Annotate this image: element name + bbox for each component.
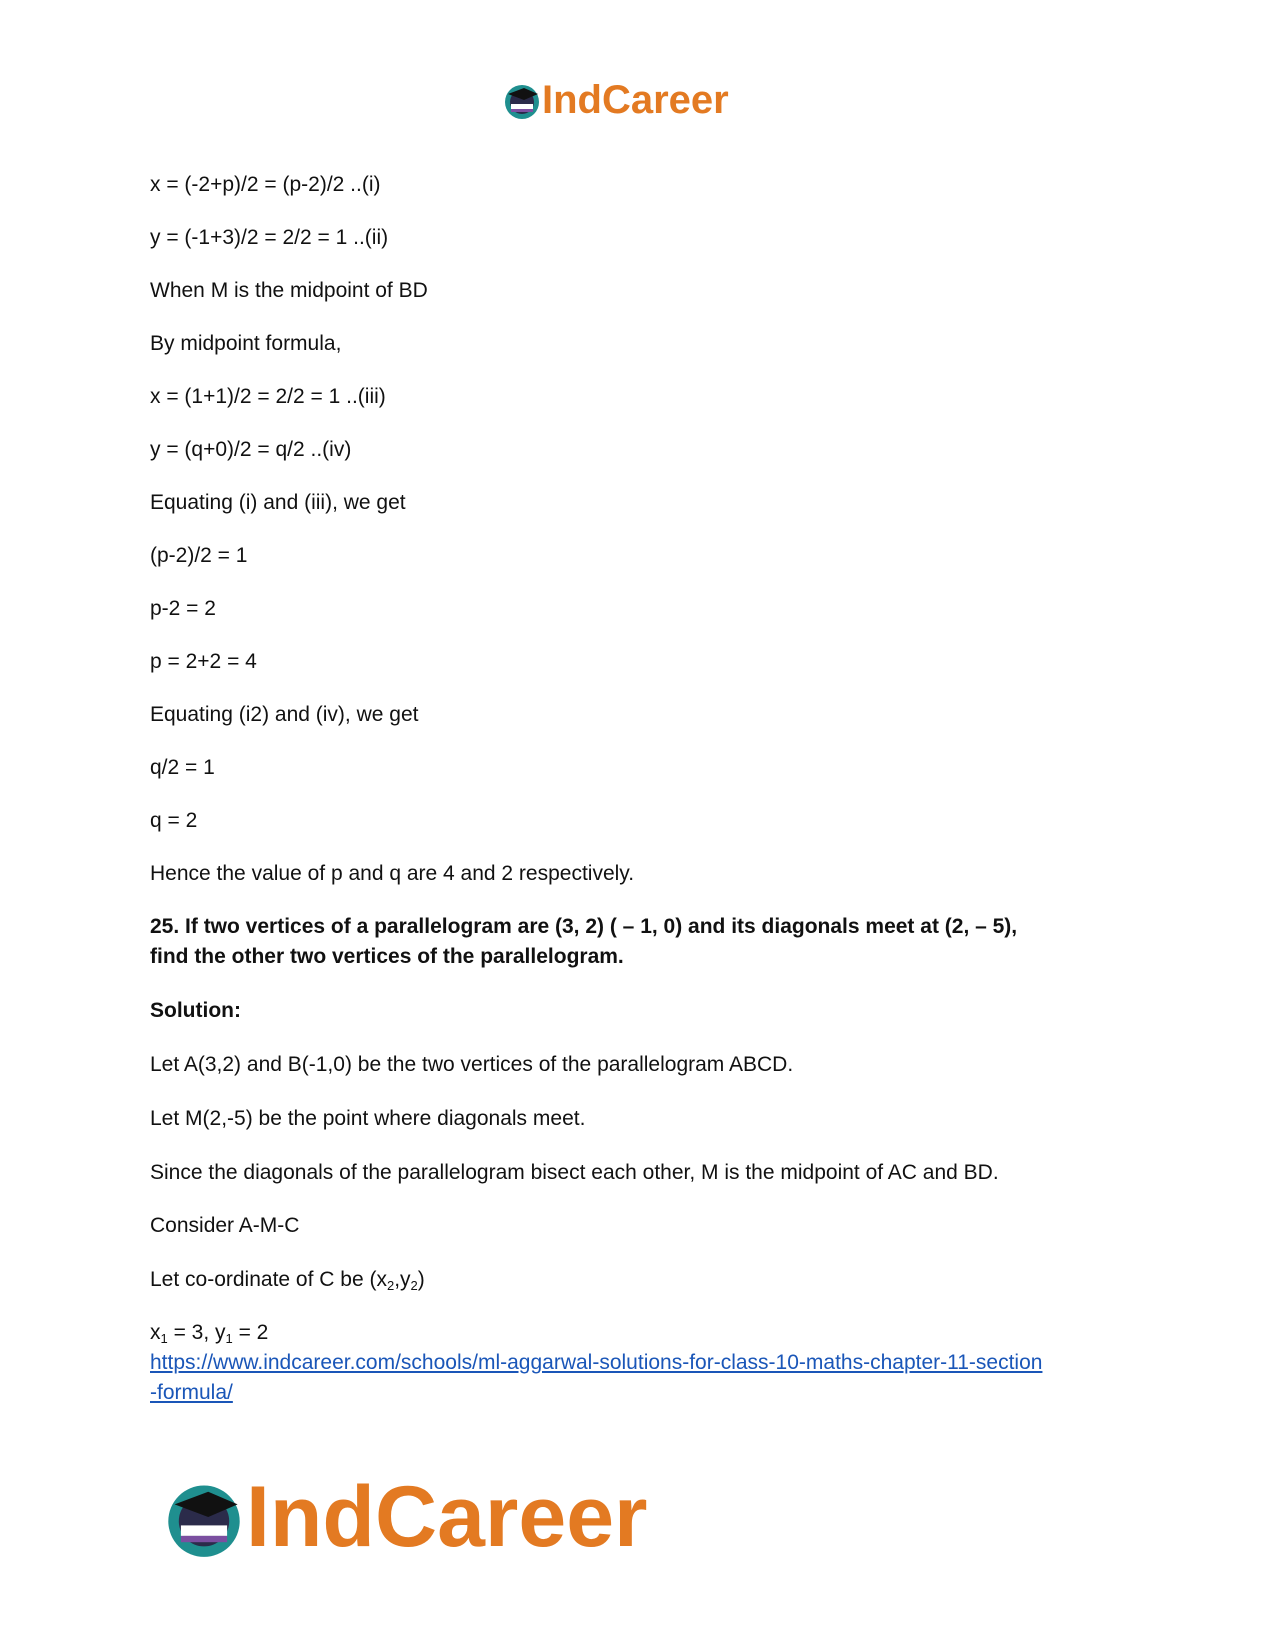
graduation-book-icon — [502, 80, 542, 120]
solution-label: Solution: — [150, 999, 241, 1022]
solution-line: Since the diagonals of the parallelogram bisect each other, M is the midpoint of AC and BD. — [150, 1161, 999, 1184]
source-link[interactable]: https://www.indcareer.com/schools/ml-aggarwal-solutions-for-class-10-maths-chapter-11-section — [150, 1351, 1043, 1374]
body-line: Equating (i2) and (iv), we get — [150, 703, 419, 726]
question-text: 25. If two vertices of a parallelogram are (3, 2) ( – 1, 0) and its diagonals meet at (2, – 5), — [150, 915, 1018, 938]
body-line: x = (1+1)/2 = 2/2 = 1 ..(iii) — [150, 385, 386, 408]
header-logo — [502, 80, 729, 120]
body-line: p = 2+2 = 4 — [150, 650, 257, 673]
brand-name: IndCareer — [246, 1469, 648, 1565]
brand-name: IndCareer — [542, 78, 729, 122]
body-line: Equating (i) and (iii), we get — [150, 491, 406, 514]
body-line: x = (-2+p)/2 = (p-2)/2 ..(i) — [150, 173, 381, 196]
coordinate-line: Let co-ordinate of C be $(x_2,y_2)$ — [150, 1268, 425, 1293]
solution-line: Let A(3,2) and B(-1,0) be the two vertices of the parallelogram ABCD. — [150, 1053, 794, 1076]
body-line: By midpoint formula, — [150, 332, 342, 355]
graduation-book-icon — [162, 1475, 246, 1559]
body-line: When M is the midpoint of BD — [150, 279, 428, 302]
given-values-line: $x_1 = 3$, $y_1 = 2$ — [150, 1321, 269, 1346]
body-line: y = (q+0)/2 = q/2 ..(iv) — [150, 438, 352, 461]
body-line: q = 2 — [150, 809, 198, 832]
source-link[interactable]: -formula/ — [150, 1381, 233, 1404]
solution-line: Let M(2,-5) be the point where diagonals meet. — [150, 1107, 586, 1130]
body-line: Hence the value of p and q are 4 and 2 respectively. — [150, 862, 635, 885]
body-line: y = (-1+3)/2 = 2/2 = 1 ..(ii) — [150, 226, 389, 249]
body-line: q/2 = 1 — [150, 756, 215, 779]
question-text: find the other two vertices of the parallelogram. — [150, 945, 624, 968]
solution-line: Consider A-M-C — [150, 1214, 300, 1237]
body-line: p-2 = 2 — [150, 597, 216, 620]
body-line: (p-2)/2 = 1 — [150, 544, 248, 567]
footer-logo — [162, 1469, 648, 1565]
